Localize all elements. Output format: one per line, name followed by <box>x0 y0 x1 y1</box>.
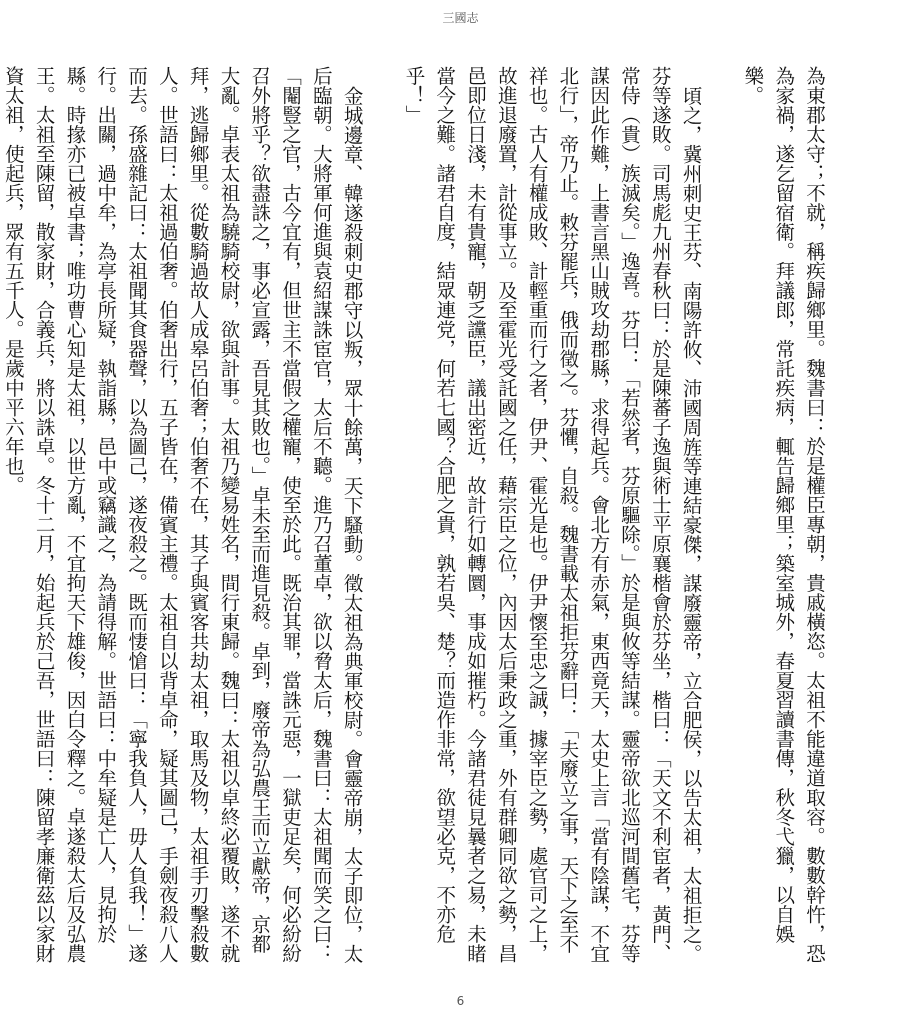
paragraph: 為東郡太守；不就，稱疾歸鄉里。魏書曰：於是權臣專朝，貴戚橫恣。太祖不能違道取容。數數幹忤，恐為家禍，遂乞留宿衛。拜議郎，常託疾病，輒告歸鄉里；築室城外，春夏習讀書傳，秋冬弋獵，以自娛樂。 <box>741 66 826 963</box>
page-header-title: 三國志 <box>442 11 479 25</box>
paragraph: 金城邊章、韓遂殺刺史郡守以叛，眾十餘萬，天下騷動。徵太祖為典軍校尉。會靈帝崩，太子即位，太后臨朝。大將軍何進與袁紹謀誅宦官，太后不聽。進乃召董卓，欲以脅太后，魏書曰：太祖聞而笑之曰：「閹豎之官，古今宜有，但世主不當假之權寵，使至於此。既治其罪，當誅元惡，一獄吏足矣，何必紛紛召外將乎？欲盡誅之，事必宣露，吾見其敗也。」卓未至而進見殺。卓到，廢帝為弘農王而立獻帝，京都大亂。卓表太祖為驍騎校尉，欲與計事。太祖乃變易姓名，間行東歸。魏曰：太祖以卓終必覆敗，遂不就拜，逃歸鄉里。從數騎過故人成皋呂伯奢；伯奢不在，其子與賓客共劫太祖，取馬及物，太祖手刃擊殺數人。世語曰：太祖過伯奢。伯奢出行，五子皆在，備賓主禮。太祖自以背卓命，疑其圖己，手劍夜殺八人而去。孫盛雜記曰：太祖聞其食器聲，以為圖己，遂夜殺之。既而悽愴曰：「寧我負人，毋人負我！」遂行。出關，過中牟，為亭長所疑，執詣縣，邑中或竊識之，為請得解。世語曰：中牟疑是亡人，見拘於縣。時掾亦已被卓書；唯功曹心知是太祖，以世方亂，不宜拘天下雄俊，因白令釋之。卓遂殺太后及弘農王。太祖至陳留，散家財，合義兵，將以誅卓。冬十二月，始起兵於己吾，世語曰：陳留孝廉衛茲以家財資太祖，使起兵，眾有五千人。是歲中平六年也。 <box>1 66 364 963</box>
vertical-text-body <box>1 66 829 966</box>
paragraph: 頃之，冀州刺史王芬、南陽許攸、沛國周旌等連結豪傑，謀廢靈帝，立合肥侯，以告太祖，太祖拒之。芬等遂敗。司馬彪九州春秋曰：於是陳蕃子逸與術士平原襄楷會於芬坐，楷曰：「天文不利宦者，黃門、常侍（貴）族滅矣。」逸喜。芬曰：「若然者，芬原驅除。」於是與攸等結謀。靈帝欲北巡河間舊宅，芬等謀因此作難，上書言黑山賊攻劫郡縣，求得起兵。會北方有赤氣，東西竟天，太史上言「當有陰謀，不宜北行」，帝乃止。敕芬罷兵，俄而徵之。芬懼，自殺。魏書載太祖拒芬辭曰：「夫廢立之事，天下之至不祥也。古人有權成敗、計輕重而行之者，伊尹、霍光是也。伊尹懷至忠之誠，據宰臣之勢，處官司之上，故進退廢置，計從事立。及至霍光受託國之任，藉宗臣之位，內因太后秉政之重，外有群卿同欲之勢，昌邑即位日淺，未有貴寵，朝乏讜臣，議出密近，故計行如轉圜，事成如摧朽。今諸君徒見曩者之易，未睹當今之難。諸君自度，結眾連党，何若七國？合肥之貴，孰若吳、楚？而造作非常，欲望必克，不亦危乎！」 <box>402 66 703 963</box>
page-number: 6 <box>456 994 465 1008</box>
